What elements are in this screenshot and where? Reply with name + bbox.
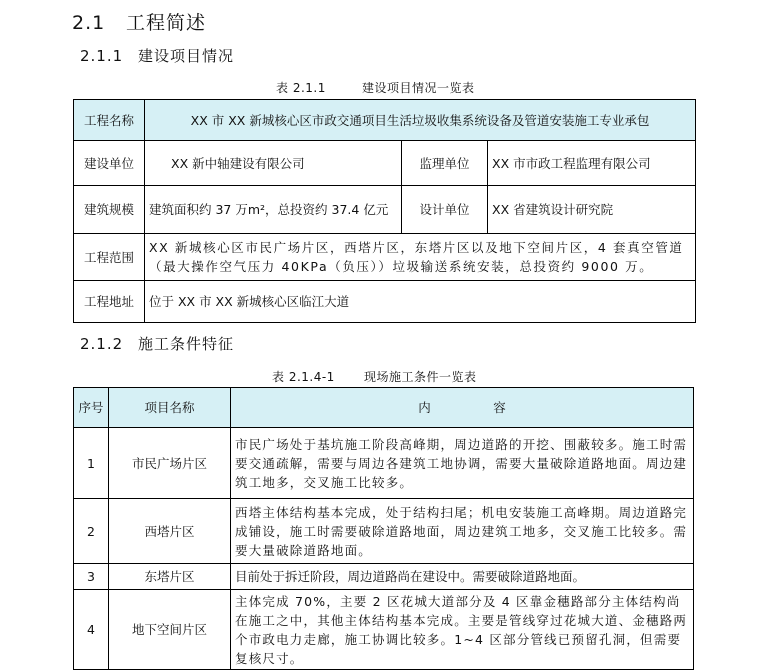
section-heading [72,8,206,35]
table-row [74,428,694,499]
section-number: 2.1 [72,12,106,34]
row-seq: 4 [74,590,109,670]
project-name-label: 工程名称 [74,100,145,141]
row-content: 西塔主体结构基本完成，处于结构扫尾；机电安装施工高峰期。周边道路完成铺设，施工时需要破除道路地面，周边建筑工地多，交叉施工比较多。需要大量破除道路地面。 [231,499,694,564]
supervisor-value: XX 市市政工程监理有限公司 [488,141,696,186]
subsection-number: 2.1.2 [80,335,124,353]
subsection-heading-conditions [80,333,234,354]
project-name-value: XX 市 XX 新城核心区市政交通项目生活垃圾收集系统设备及管道安装施工专业承包 [145,100,696,141]
row-content: 市民广场处于基坑施工阶段高峰期，周边道路的开挖、围蔽较多。施工时需要交通疏解，需要与周边各建筑工地协调，需要大量破除道路地面。周边建筑工地多，交叉施工比较多。 [231,428,694,499]
row-seq: 1 [74,428,109,499]
table1-caption [276,79,475,96]
table-row [74,499,694,564]
table2-caption [272,368,477,385]
site-conditions-table [73,387,694,670]
subsection-number: 2.1.1 [80,47,124,65]
table2-caption-number: 表 2.1.4-1 [272,370,335,384]
row-seq: 3 [74,564,109,590]
supervisor-label: 监理单位 [402,141,488,186]
scale-value: 建筑面积约 37 万m²，总投资约 37.4 亿元 [145,186,402,234]
builder-value: XX 新中轴建设有限公司 [145,141,402,186]
table-row [74,564,694,590]
table2-caption-title: 现场施工条件一览表 [364,370,477,384]
row-name: 市民广场片区 [109,428,231,499]
scope-value: XX 新城核心区市民广场片区，西塔片区，东塔片区以及地下空间片区，4 套真空管道（最大操作空气压力 40KPa（负压））垃圾输送系统安装，总投资约 9000 万。 [145,234,696,281]
header-seq: 序号 [74,388,109,428]
designer-value: XX 省建筑设计研究院 [488,186,696,234]
table1-caption-title: 建设项目情况一览表 [362,81,475,95]
subsection-heading-project [80,45,234,66]
row-content: 主体完成 70%，主要 2 区花城大道部分及 4 区靠金穗路部分主体结构尚在施工之中，其他主体结构基本完成。主要是管线穿过花城大道、金穗路两个市政电力走廊，施工协调比较多。1~4 区部分管线已预留孔洞，但需要复核尺寸。 [231,590,694,670]
table1-caption-number: 表 2.1.1 [276,81,326,95]
section-title: 工程简述 [126,12,207,34]
address-label: 工程地址 [74,281,145,323]
row-name: 东塔片区 [109,564,231,590]
row-content: 目前处于拆迁阶段，周边道路尚在建设中。需要破除道路地面。 [231,564,694,590]
address-value: 位于 XX 市 XX 新城核心区临江大道 [145,281,696,323]
subsection-title: 建设项目情况 [138,47,235,65]
designer-label: 设计单位 [402,186,488,234]
row-name: 地下空间片区 [109,590,231,670]
row-name: 西塔片区 [109,499,231,564]
subsection-title: 施工条件特征 [138,335,235,353]
project-info-table [73,99,696,323]
row-seq: 2 [74,499,109,564]
builder-label: 建设单位 [74,141,145,186]
table-row [74,590,694,670]
header-name: 项目名称 [109,388,231,428]
scope-label: 工程范围 [74,234,145,281]
header-content: 内 容 [231,388,694,428]
scale-label: 建筑规模 [74,186,145,234]
